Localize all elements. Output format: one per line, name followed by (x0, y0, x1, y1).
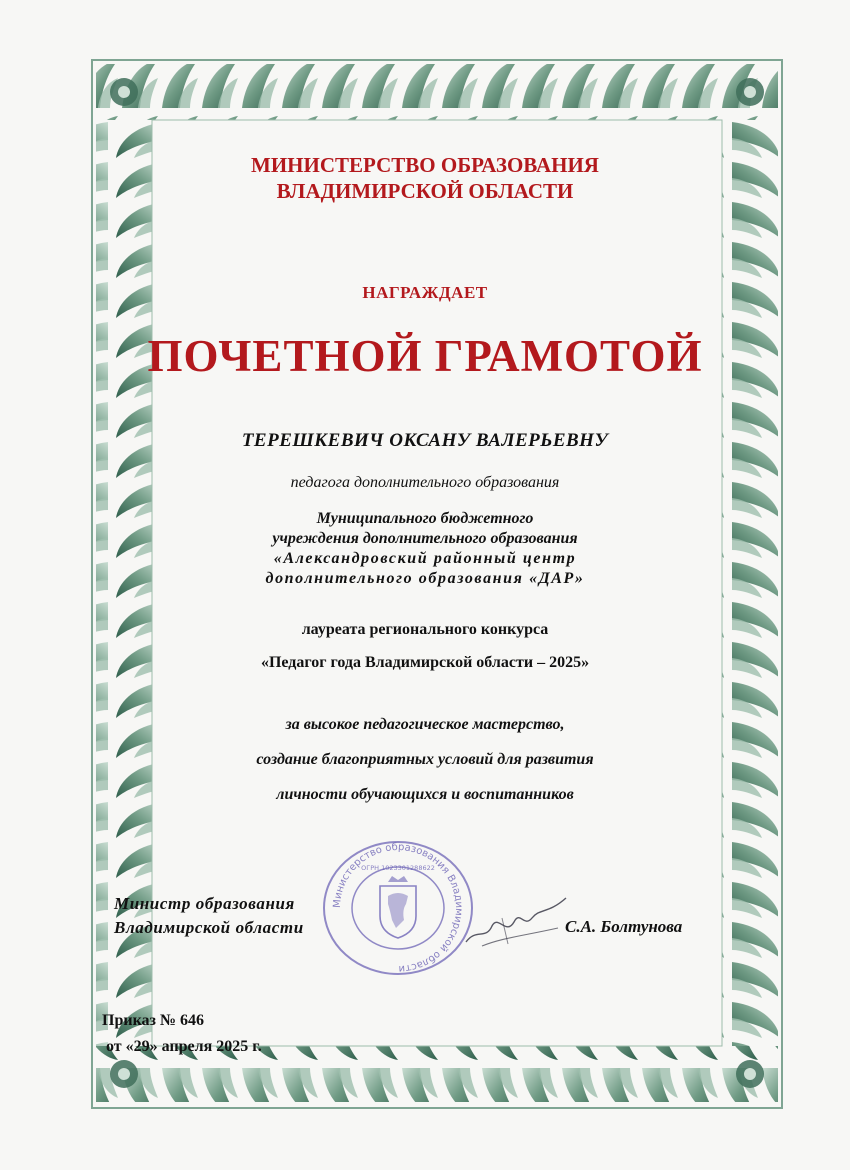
reason-line-2: создание благоприятных условий для развития (256, 751, 594, 768)
signatory-title-line-1: Министр образования (114, 894, 295, 913)
order-info (102, 1008, 262, 1060)
recipient-position: педагога дополнительного образования (290, 474, 560, 491)
reason-line-3: личности обучающихся и воспитанников (276, 786, 574, 803)
award-title: ПОЧЕТНОЙ ГРАМОТОЙ (147, 331, 703, 381)
handwritten-signature (462, 888, 572, 958)
organization-line-3: «Александровский районный центр (273, 550, 577, 567)
order-number: Приказ № 646 (102, 1012, 205, 1029)
organization-line-2: учреждения дополнительного образования (272, 530, 578, 547)
signatory-title (114, 892, 304, 940)
ministry-header (0, 152, 850, 204)
order-date: от «29» апреля 2025 г. (106, 1038, 262, 1055)
official-seal-emblem (318, 838, 478, 978)
signatory-title-line-2: Владимирской области (114, 918, 304, 937)
signatory-name: С.А. Болтунова (565, 917, 683, 936)
organization-block (0, 509, 850, 589)
reason-line-1: за высокое педагогическое мастерство, (285, 716, 565, 733)
ministry-line-1: МИНИСТЕРСТВО ОБРАЗОВАНИЯ (251, 153, 599, 177)
award-reason (0, 707, 850, 812)
organization-line-1: Муниципального бюджетного (316, 510, 534, 527)
seal-ring-text: Министерство образования Владимирской области (331, 841, 465, 975)
seal-ogrn: ОГРН 1023301288622 (361, 864, 435, 872)
organization-line-4: дополнительного образования «ДАР» (265, 570, 585, 587)
contest-name: «Педагог года Владимирской области – 2025» (260, 654, 590, 671)
award-verb: НАГРАЖДАЕТ (362, 283, 488, 302)
recipient-name: ТЕРЕШКЕВИЧ ОКСАНУ ВАЛЕРЬЕВНУ (241, 430, 609, 451)
ministry-line-2: ВЛАДИМИРСКОЙ ОБЛАСТИ (276, 179, 574, 203)
laureate-text: лауреата регионального конкурса (301, 621, 549, 638)
